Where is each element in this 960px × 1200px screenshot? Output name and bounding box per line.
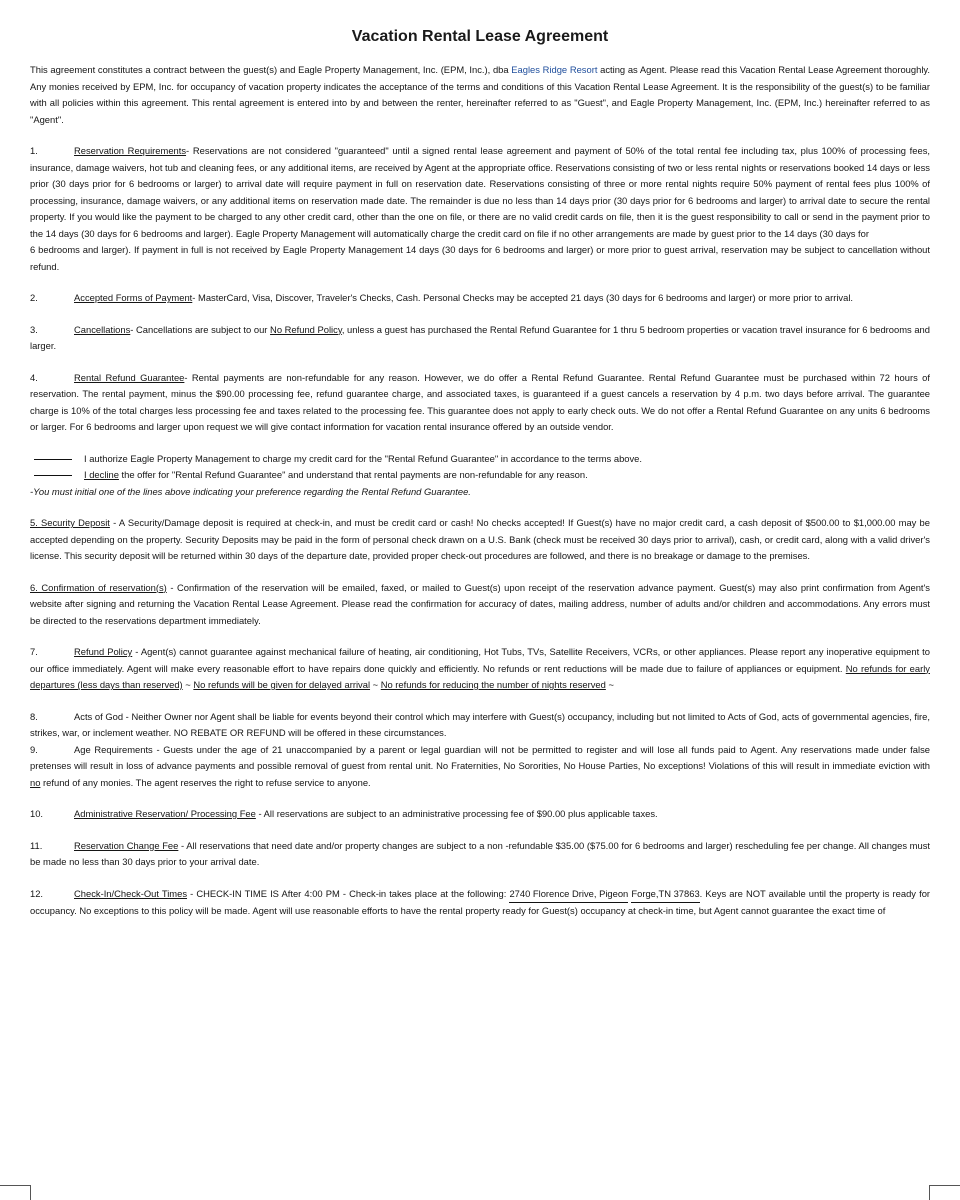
- section-7-heading: Refund Policy: [74, 646, 133, 657]
- section-9: 9. Age Requirements - Guests under the age of 21 unaccompanied by a parent or legal guardian will not be permitted to register and will lose all funds paid to Agent. Any reservations made under false pretenses will result in loss of advance payments and possible removal of guest from rental unit. No Fraternities, No Sororities, No House Parties, No exceptions! Violations of this will result in immediate eviction with no refund of any monies. The agent reserves the right to refuse service to anyone.: [30, 743, 930, 788]
- document-title: Vacation Rental Lease Agreement: [351, 28, 609, 45]
- authorize-line: I authorize Eagle Property Management to charge my credit card for the "Rental Refund Guarantee" in accordance to the terms above.: [30, 451, 930, 468]
- intro-paragraph: This agreement constitutes a contract between the guest(s) and Eagle Property Management, Inc. (EPM, Inc.), dba Eagles Ridge Resort acting as Agent. Please read this Vacation Rental Lease Agreement thoroughly. Any monies received by EPM, Inc. for occupancy of vacation property indicates the acceptance of the terms and conditions of this Vacation Rental Lease Agreement. It is the responsibility of the guest(s) to be familiar with all policies within this agreement. This rental agreement is entered into by and between the renter, hereinafter referred to as "Guest", and Eagle Property Management, Inc. (EPM, Inc.) hereinafter referred to as "Agent".: [30, 64, 930, 125]
- section-1-tail: 6 bedrooms and larger). If payment in full is not received by Eagle Property Management 14 days (30 days for 6 bedrooms and larger) or more prior to guest arrival, reservation may be subject to cancellation without refund.: [30, 244, 930, 272]
- section-4: 4. Rental Refund Guarantee- Rental payments are non-refundable for any reason. However, we do offer a Rental Refund Guarantee. Rental Refund Guarantee must be purchased within 72 hours of reservation. The rental payment, minus the $90.00 processing fee, refund guarantee charge, and associated taxes, is guaranteed if a guest cancels a reservation by 4 p.m. two days before arrival. The guarantee charge is 10% of the total charges less processing fee and taxes related to the processing fee. This guarantee does not apply to early check outs. We do not offer a Rental Refund Guarantee on any units 6 bedrooms or larger. For 6 bedrooms and larger upon request we will give contact information for vacation rental insurance offered by an outside vendor.: [30, 371, 930, 432]
- section-10: 10. Administrative Reservation/ Processing Fee - All reservations are subject to an administrative processing fee of $90.00 plus applicable taxes.: [30, 808, 658, 819]
- section-11: 11. Reservation Change Fee - All reservations that need date and/or property changes are subject to a non -refundable $35.00 ($75.00 for 6 bedrooms and larger) rescheduling fee per change. All changes must be made no less than 30 days prior to your arrival date.: [30, 839, 931, 867]
- section-5: 5. Security Deposit - A Security/Damage deposit is required at check-in, and must be credit card or cash! No checks accepted! If Guest(s) have no major credit card, a cash deposit of $500.00 to $1,000.00 may be accepted depending on the property. Security Deposits may be paid in the form of personal check drawn on a U.S. Bank (check must be received 30 days prior to arrival), cash, or credit card, along with a valid driver's license. This security deposit will be returned within 30 days of the departure date, provided proper check-out procedures are followed, and there is no breakage or damage to the premises.: [30, 517, 930, 561]
- decline-line: I decline the offer for "Rental Refund Guarantee" and understand that rental payments are non-refundable for any reason.: [30, 467, 930, 484]
- page-corner-left: [0, 1185, 31, 1200]
- decline-initial-blank[interactable]: [34, 475, 72, 476]
- section-3: 3. Cancellations- Cancellations are subject to our No Refund Policy, unless a guest has purchased the Rental Refund Guarantee for 1 thru 5 bedroom properties or vacation travel insurance for 6 bedrooms and larger.: [30, 323, 930, 351]
- section-6-heading: 6. Confirmation of reservation(s): [30, 581, 167, 593]
- section-1-heading: Reservation Requirements: [74, 145, 187, 156]
- checkin-address-line1[interactable]: 2740 Florence Drive, Pigeon: [509, 886, 628, 904]
- section-2-heading: Accepted Forms of Payment: [74, 292, 193, 303]
- resort-link[interactable]: Eagles Ridge Resort: [511, 64, 598, 75]
- section-8: 8. Acts of God - Neither Owner nor Agent shall be liable for events beyond their control which may interfere with Guest(s) occupancy, including but not limited to Acts of God, acts of governmental agencies, fire, strikes, war, or inclement weather. NO REBATE OR REFUND will be offered in these circumstances.: [30, 710, 930, 738]
- section-4-heading: Rental Refund Guarantee: [74, 371, 185, 383]
- section-10-heading: Administrative Reservation/ Processing Fee: [74, 808, 256, 819]
- page-corner-right: [929, 1185, 960, 1200]
- section-9-heading: Age Requirements: [74, 743, 153, 755]
- section-7: 7. Refund Policy - Agent(s) cannot guarantee against mechanical failure of heating, air conditioning, Hot Tubs, TVs, Satellite Receivers, VCRs, or other appliances. Please report any inoperative equipment to our office immediately. Agent will make every reasonable effort to have repairs done quickly and efficiently. No refunds or rent reductions will be made due to failure of appliances or equipment. No refunds for early departures (less days than reserved) ~ No refunds will be given for delayed arrival ~ No refunds for reducing the number of nights reserved ~: [30, 646, 931, 690]
- checkin-address-line2[interactable]: Forge,TN 37863: [631, 886, 699, 904]
- section-2: 2. Accepted Forms of Payment- MasterCard, Visa, Discover, Traveler's Checks, Cash. Personal Checks may be accepted 21 days (30 days for 6 bedrooms and larger) or more prior to arrival.: [30, 292, 854, 303]
- authorize-initial-blank[interactable]: [34, 459, 72, 460]
- section-11-heading: Reservation Change Fee: [74, 839, 179, 851]
- section-1: 1. Reservation Requirements- Reservations are not considered "guaranteed" until a signed rental lease agreement and payment of 50% of the total rental fee including tax, plus 100% of processing fees, insurance, damage waivers, hot tub and cleaning fees, or any additional items, are received by Agent at the appropriate office. Reservations consisting of two or less rental nights or reservations booked 14 days or less prior (30 days prior for 6 bedrooms or larger) to arrival date will require payment in full on reservation date. Reservations consisting of three or more rental nights require 50% payment of rental fees plus 100% of processing, insurance, damage waivers, or any additional items on reservation made date. The remainder is due no less than 14 days prior (30 days prior for 6 bedrooms and larger) to arrival date to secure the rental property. If you would like the payment to be charged to any other credit card, other than the one on file, or there are no valid credit cards on file, then it is the guest responsibility to call or send in the payment prior to the 14 days (30 days for 6 bedrooms and larger). Eagle Property Management will automatically charge the credit card on file if no other arrangements are made by guest prior to the 14 days (30 days for: [30, 145, 930, 239]
- section-5-heading: 5. Security Deposit: [30, 517, 110, 528]
- initial-instruction: -You must initial one of the lines above indicating your preference regarding the Rental Refund Guarantee.: [30, 485, 471, 497]
- section-12-heading: Check-In/Check-Out Times: [74, 887, 188, 899]
- section-3-heading: Cancellations: [74, 323, 131, 335]
- section-8-heading: Acts of God: [74, 710, 124, 722]
- document-page: [30, 28, 930, 920]
- section-6: 6. Confirmation of reservation(s) - Confirmation of the reservation will be emailed, faxed, or mailed to Guest(s) upon receipt of the reservation advance payment. Guest(s) may also print confirmation from Agent's website after signing and returning the Vacation Rental Lease Agreement. Please read the confirmation for accuracy of dates, mailing address, number of adults and/or children and accommodations. Any errors must be directed to the reservations department immediately.: [30, 581, 930, 626]
- section-12: 12. Check-In/Check-Out Times - CHECK-IN TIME IS After 4:00 PM - Check-in takes place at the following: 2740 Florence Drive, Pigeon Forge,TN 37863. Keys are NOT available until the property is ready for occupancy. No exceptions to this policy will be made. Agent will use reasonable efforts to have the rental property ready for Guest(s) occupancy at check-in time, but Agent cannot guarantee the exact time of: [30, 887, 931, 916]
- no-refund-policy: No Refund Policy: [270, 323, 342, 335]
